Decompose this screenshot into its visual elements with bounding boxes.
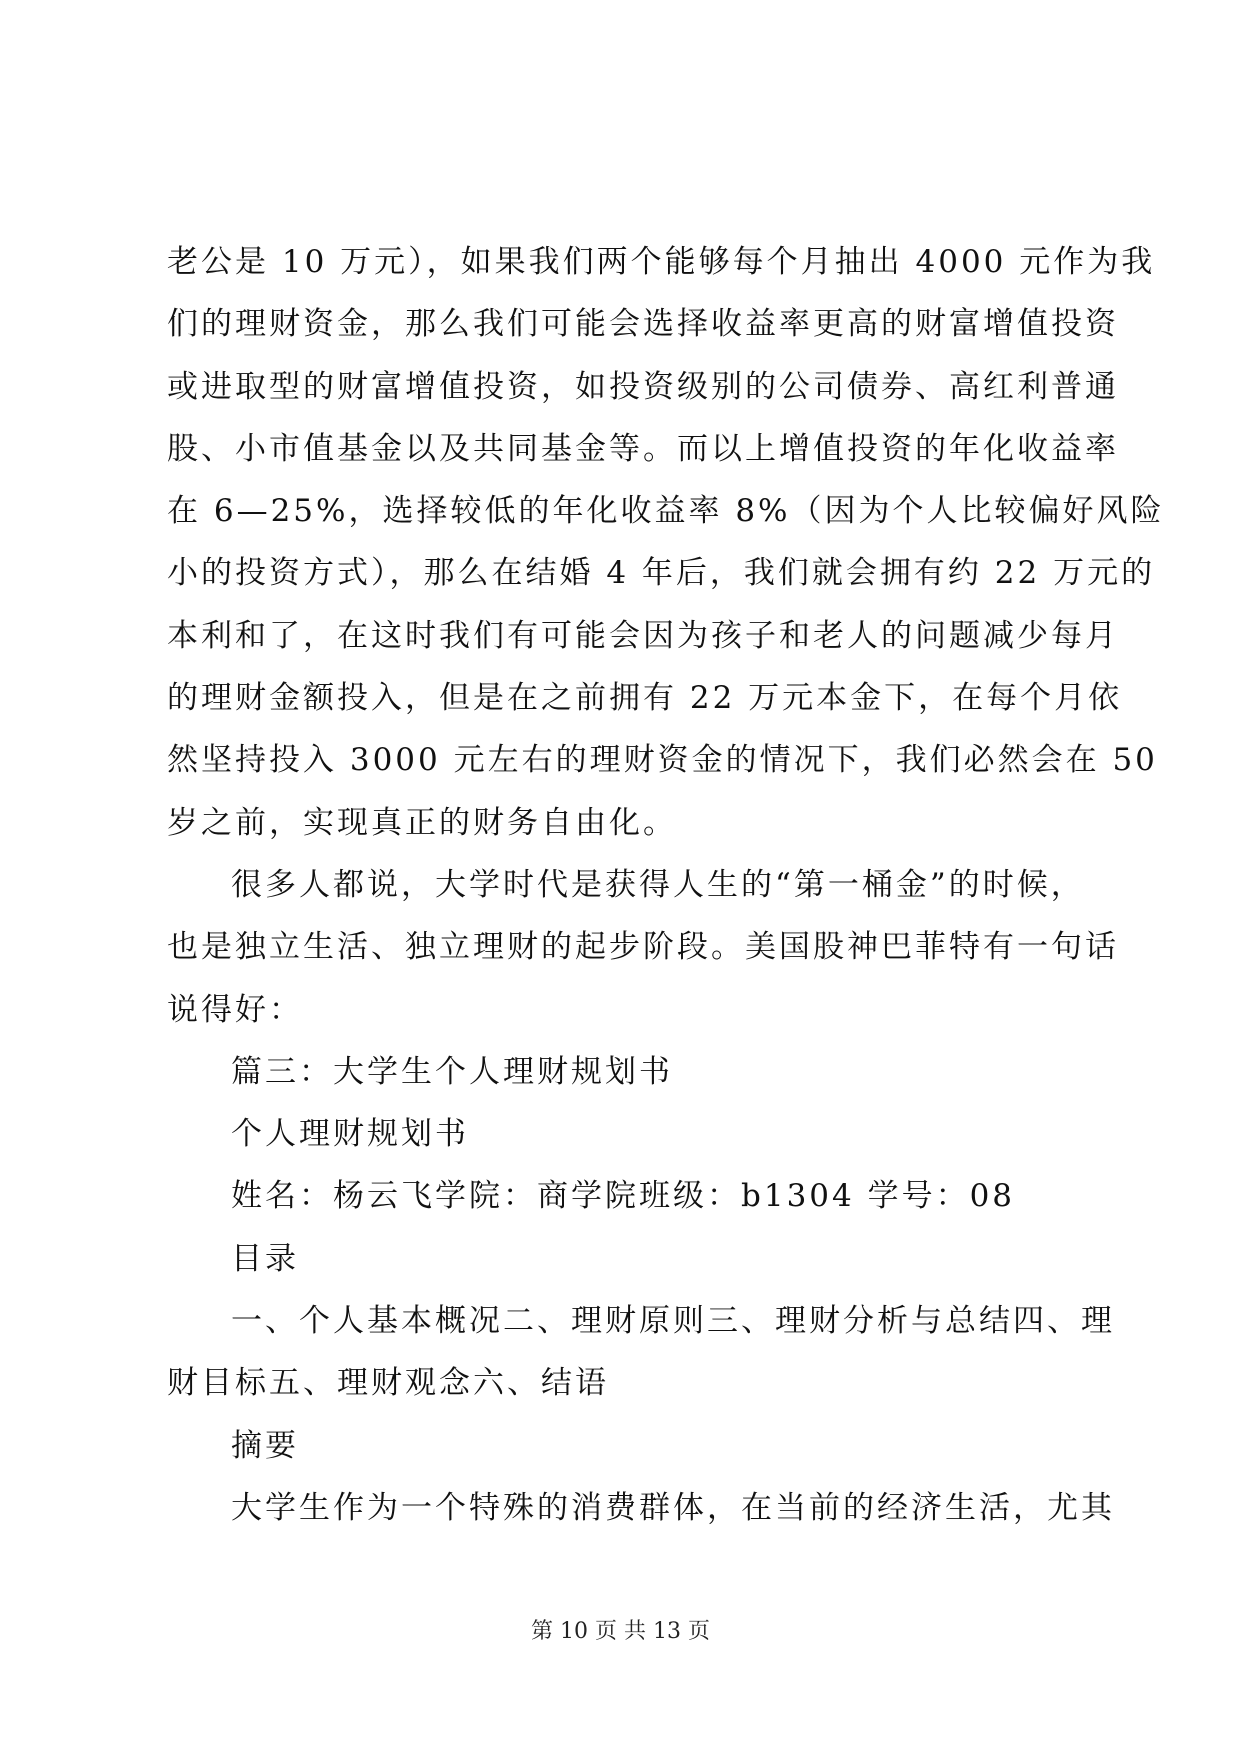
abstract-text: 大学生作为一个特殊的消费群体，在当前的经济生活，尤其 [231,1489,1115,1526]
text-line: 的理财金额投入，但是在之前拥有 22 万元本金下，在每个月依 [167,680,1123,717]
text-line: 股、小市值基金以及共同基金等。而以上增值投资的年化收益率 [167,430,1119,467]
author-info: 姓名：杨云飞学院：商学院班级：b1304 学号：08 [231,1178,1016,1215]
abstract-heading: 摘要 [231,1427,299,1464]
text-line: 本利和了，在这时我们有可能会因为孩子和老人的问题减少每月 [167,617,1119,654]
text-line: 在 6—25%，选择较低的年化收益率 8%（因为个人比较偏好风险 [167,493,1165,530]
text-line: 老公是 10 万元），如果我们两个能够每个月抽出 4000 元作为我 [167,244,1156,280]
paragraph-first-line: 很多人都说，大学时代是获得人生的“第一桶金”的时候， [231,866,1085,903]
text-line: 小的投资方式），那么在结婚 4 年后，我们就会拥有约 22 万元的 [167,555,1156,592]
page-number-label: 第 10 页 共 13 页 [531,1619,710,1644]
text-line: 或进取型的财富增值投资，如投资级别的公司债券、高红利普通 [167,368,1119,405]
document-title: 个人理财规划书 [231,1116,469,1153]
section-heading: 篇三：大学生个人理财规划书 [231,1053,673,1090]
body-text [167,231,1165,1539]
text-line: 然坚持投入 3000 元左右的理财资金的情况下，我们必然会在 50 [167,742,1158,779]
toc-heading: 目录 [231,1240,299,1277]
page-footer [0,1614,1241,1645]
text-line: 岁之前，实现真正的财务自由化。 [167,804,677,841]
text-line: 也是独立生活、独立理财的起步阶段。美国股神巴菲特有一句话 [167,929,1119,966]
text-line: 说得好： [167,991,303,1028]
toc-entries: 一、个人基本概况二、理财原则三、理财分析与总结四、理 [231,1303,1115,1340]
text-line: 们的理财资金，那么我们可能会选择收益率更高的财富增值投资 [167,306,1119,343]
toc-entries-continued: 财目标五、理财观念六、结语 [167,1365,609,1402]
